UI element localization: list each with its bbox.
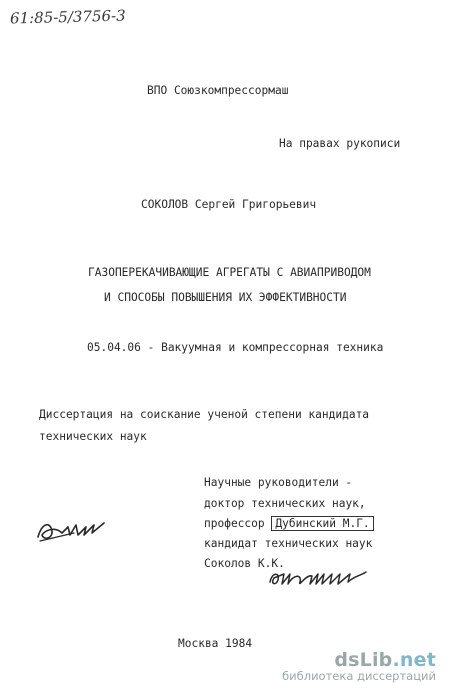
supervisor-1-degree: доктор технических наук,: [204, 497, 366, 510]
manuscript-note: На правах рукописи: [279, 137, 401, 150]
organization-name: ВПО Союзкомпрессормаш: [147, 84, 289, 97]
supervisors-heading: Научные руководители -: [204, 476, 353, 489]
title-line-2: И СПОСОБЫ ПОВЫШЕНИЯ ИХ ЭФФЕКТИВНОСТИ: [104, 291, 347, 304]
supervisor-1-name: Дубинский М.Г.: [271, 516, 373, 531]
signature-left: [34, 511, 110, 547]
supervisor-1-title: [204, 517, 374, 530]
city-year: Москва 1984: [178, 637, 253, 650]
signature-right: [266, 566, 370, 592]
supervisor-2-name: Соколов К.К.: [204, 557, 285, 570]
watermark: [282, 649, 436, 683]
author-name: СОКОЛОВ Сергей Григорьевич: [141, 198, 317, 211]
watermark-logo: dsLib.net: [334, 649, 436, 671]
archive-code-handwritten: 61:85-5/3756-3: [9, 6, 126, 28]
supervisor-1-rank: профессор: [204, 517, 265, 530]
watermark-subtitle: библиотека диссертаций: [282, 669, 436, 683]
degree-line-2: технических наук: [39, 430, 147, 443]
specialty-code: 05.04.06 - Вакуумная и компрессорная техника: [87, 341, 384, 354]
title-line-1: ГАЗОПЕРЕКАЧИВАЮЩИЕ АГРЕГАТЫ С АВИАПРИВОДОМ: [88, 266, 371, 279]
supervisor-2-degree: кандидат технических наук: [204, 537, 373, 550]
degree-line-1: Диссертация на соискание ученой степени кандидата: [39, 408, 370, 421]
